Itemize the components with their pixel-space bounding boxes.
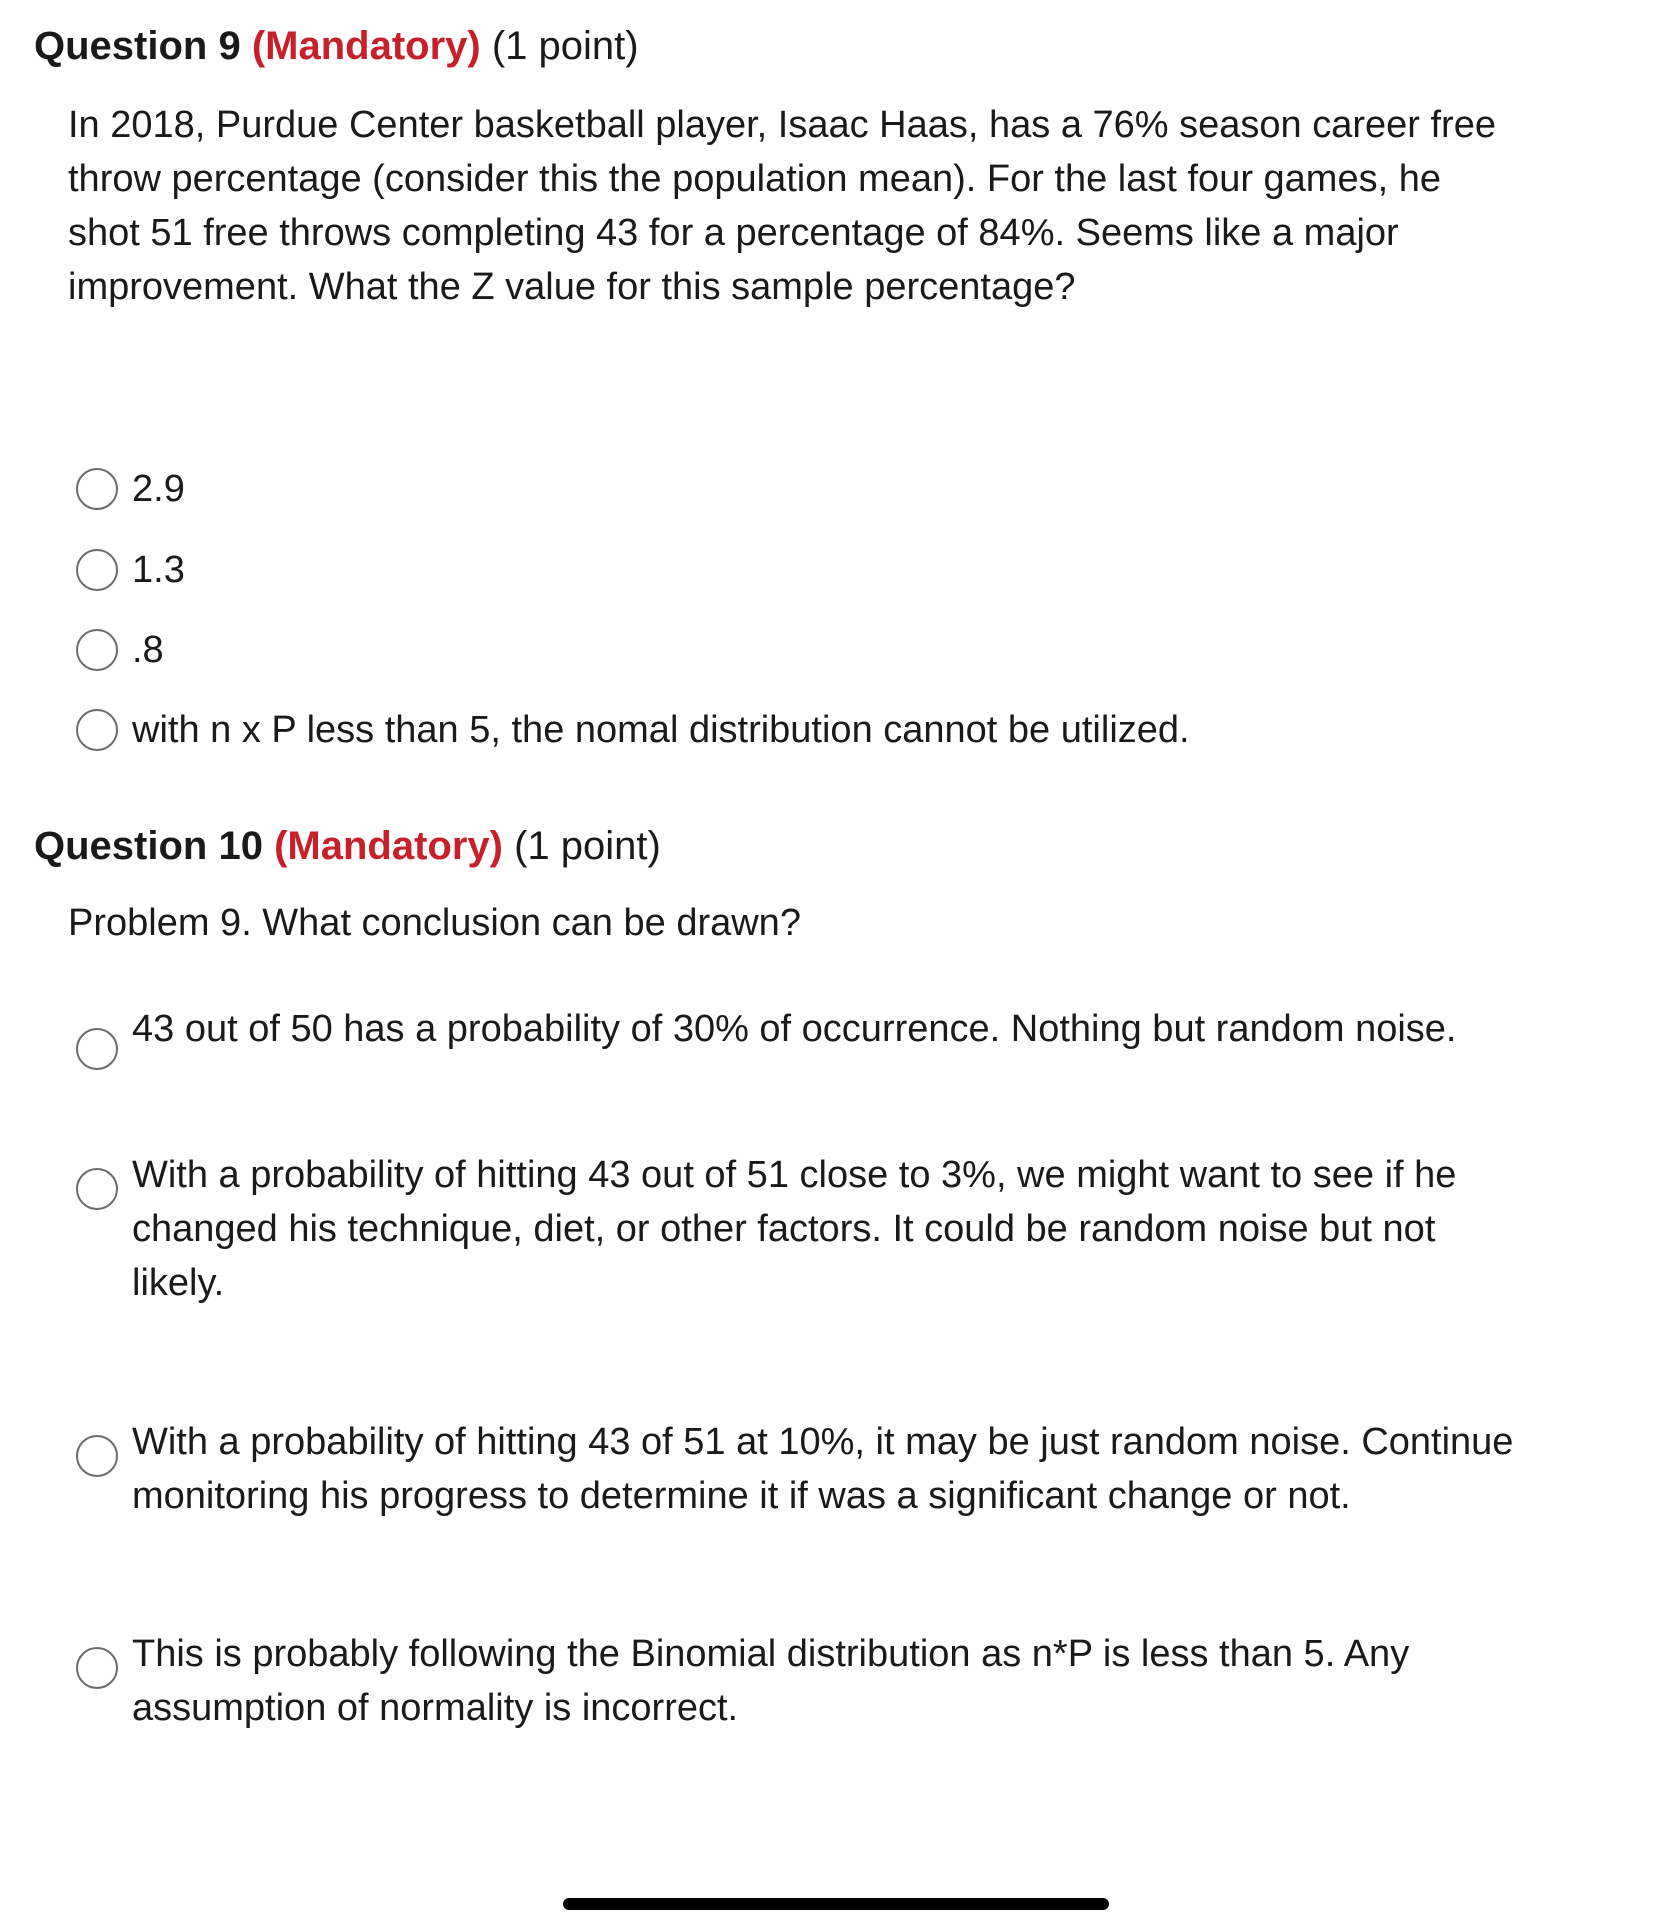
q9-option-2[interactable]	[76, 549, 1596, 597]
q9-option-4[interactable]	[76, 709, 1596, 757]
option-label: With a probability of hitting 43 of 51 at 10%, it may be just random noise. Continue monitoring his progress to determine it if was a significant change or not.	[132, 1421, 1514, 1517]
question-10-header	[34, 822, 661, 870]
radio-button[interactable]	[76, 1435, 118, 1477]
question-9-title: Question 9	[34, 24, 241, 68]
radio-button[interactable]	[76, 1028, 118, 1070]
radio-button[interactable]	[76, 549, 118, 591]
question-9-header	[34, 22, 639, 70]
radio-button[interactable]	[76, 1168, 118, 1210]
question-9-points: (1 point)	[491, 24, 639, 68]
option-label: 2.9	[132, 468, 185, 510]
question-10-mandatory: (Mandatory)	[274, 824, 503, 868]
q10-option-3[interactable]	[76, 1421, 1596, 1523]
question-10-title: Question 10	[34, 824, 263, 868]
radio-button[interactable]	[76, 629, 118, 671]
option-label: .8	[132, 629, 164, 671]
q9-option-1[interactable]	[76, 468, 1596, 516]
question-9-text: In 2018, Purdue Center basketball player, Isaac Haas, has a 76% season career free throw percentage (consider this the population mean). For the last four games, he shot 51 free throws completing 43 for a percentage of 84%. Seems like a major improvement. What the Z value for this sample percentage?	[68, 104, 1496, 308]
home-indicator[interactable]	[563, 1898, 1109, 1910]
option-label: 43 out of 50 has a probability of 30% of occurrence. Nothing but random noise.	[132, 1008, 1457, 1050]
option-label: With a probability of hitting 43 out of 51 close to 3%, we might want to see if he changed his technique, diet, or other factors. It could be random noise but not likely.	[132, 1154, 1457, 1304]
option-label: This is probably following the Binomial distribution as n*P is less than 5. Any assumption of normality is incorrect.	[132, 1633, 1410, 1729]
question-9-mandatory: (Mandatory)	[251, 24, 481, 68]
q10-option-4[interactable]	[76, 1633, 1596, 1735]
question-10-text: Problem 9. What conclusion can be drawn?	[68, 902, 801, 944]
q10-option-1[interactable]	[76, 1006, 1596, 1070]
q9-option-3[interactable]	[76, 629, 1596, 677]
radio-button[interactable]	[76, 709, 118, 751]
option-label: with n x P less than 5, the nomal distribution cannot be utilized.	[132, 709, 1190, 751]
question-10-points: (1 point)	[514, 824, 661, 868]
option-label: 1.3	[132, 549, 185, 591]
radio-button[interactable]	[76, 468, 118, 510]
q10-option-2[interactable]	[76, 1154, 1596, 1310]
radio-button[interactable]	[76, 1647, 118, 1689]
